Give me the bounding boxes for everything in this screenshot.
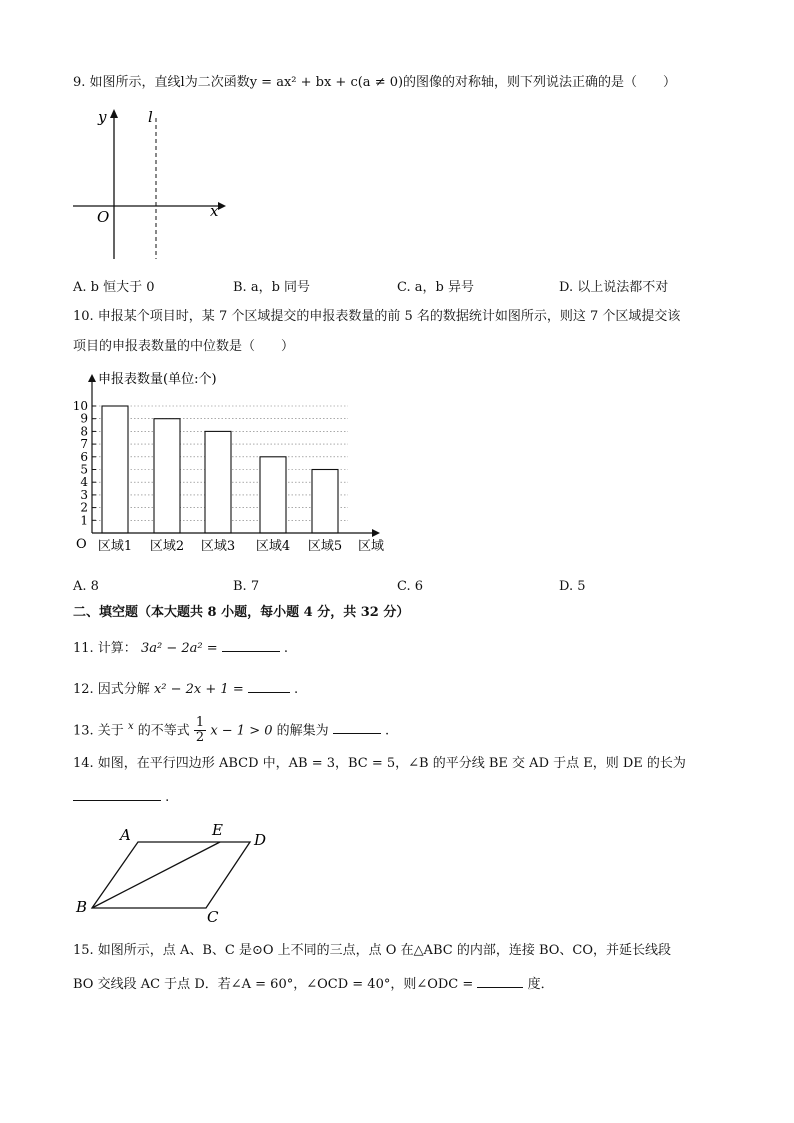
chart-xlabel: 区域 [358, 539, 385, 554]
chart-category-label: 区域2 [149, 539, 185, 554]
q9-stem: 9. 如图所示，直线l为二次函数y = ax² + bx + c(a ≠ 0)的图像的对称轴，则下列说法正确的是（ ） [73, 75, 677, 90]
q9-option-b: B. a，b 同号 [233, 280, 311, 295]
chart-ytick-label: 1 [80, 513, 88, 528]
q13-numerator: 1 [195, 715, 205, 731]
q12-expr: x² − 2x + 1 = [153, 682, 244, 697]
q12-prefix: 12. 因式分解 [73, 682, 150, 697]
q13-expr: x − 1 > 0 [210, 723, 273, 739]
x-axis-arrow [218, 202, 226, 210]
q13-answer-blank[interactable] [333, 719, 381, 734]
q14-suffix: . [165, 790, 170, 805]
chart-ytick-label: 7 [80, 437, 88, 452]
q10-option-d: D. 5 [559, 579, 586, 594]
chart-x-arrow [372, 529, 380, 537]
section-heading: 二、填空题（本大题共 8 小题，每小题 4 分，共 32 分） [73, 605, 410, 620]
l-label: l [148, 108, 153, 126]
chart-ytick-label: 4 [80, 475, 88, 490]
q14-stem: 14. 如图，在平行四边形 ABCD 中，AB = 3，BC = 5，∠B 的平分线 BE 交 AD 于点 E，则 DE 的长为 [73, 756, 686, 771]
chart-category-label: 区域3 [200, 539, 236, 554]
chart-bar [260, 457, 286, 533]
chart-ytick-label: 8 [80, 424, 88, 439]
q13-suffix: . [384, 723, 390, 739]
chart-origin-label: O [76, 537, 87, 552]
q12-suffix: . [294, 682, 299, 697]
chart-ytick-label: 10 [72, 399, 88, 413]
chart-ytick-label: 5 [80, 462, 88, 477]
q9-figure [68, 104, 228, 264]
q12 [73, 678, 298, 699]
q15-answer-blank[interactable] [477, 973, 523, 988]
q13-prefix: 13. 关于 [73, 723, 124, 739]
q11 [73, 637, 288, 658]
chart-ytick-label: 9 [80, 411, 88, 426]
q13 [73, 710, 389, 748]
q12-answer-blank[interactable] [248, 678, 290, 693]
q10-bar-chart [70, 366, 400, 566]
q14-parallelogram-figure [70, 818, 280, 928]
q10-option-b: B. 7 [233, 579, 260, 594]
q15-line2-post: 度． [527, 977, 554, 992]
q9-option-c: C. a，b 异号 [397, 280, 474, 295]
chart-y-arrow [88, 374, 96, 382]
q13-mid: 的不等式 [137, 723, 190, 739]
q15-line2 [73, 973, 554, 994]
chart-ylabel: 申报表数量(单位:个) [98, 372, 217, 387]
chart-category-label: 区域4 [255, 539, 291, 554]
chart-category-label: 区域5 [307, 539, 343, 554]
q9-option-a: A. b 恒大于 0 [73, 280, 155, 295]
chart-ytick-label: 2 [80, 500, 88, 515]
q15-line1: 15. 如图所示，点 A、B、C 是⊙O 上不同的三点，点 O 在△ABC 的内部，连接 BO、CO，并延长线段 [73, 943, 672, 958]
origin-label: O [97, 208, 110, 226]
chart-bar [312, 470, 338, 534]
label-e: E [212, 821, 223, 839]
q13-fraction [194, 716, 206, 745]
y-label: y [98, 108, 107, 126]
q14-answer-line [73, 786, 169, 807]
segment-be [92, 842, 220, 908]
q10-option-c: C. 6 [397, 579, 424, 594]
label-b: B [76, 898, 88, 916]
chart-bar [205, 431, 231, 533]
q14-answer-blank[interactable] [73, 786, 161, 801]
q11-expr: 3a² − 2a² = [140, 641, 218, 656]
q11-suffix: . [283, 641, 289, 656]
parallelogram-abcd [92, 842, 250, 908]
label-a: A [120, 826, 131, 844]
chart-ytick-label: 3 [80, 487, 88, 502]
q10-stem-line1: 10. 申报某个项目时，某 7 个区域提交的申报表数量的前 5 名的数据统计如图所示，则这 7 个区域提交该 [73, 309, 681, 324]
q11-prefix: 11. 计算： [73, 641, 137, 656]
q11-answer-blank[interactable] [222, 637, 280, 652]
q9-option-d: D. 以上说法都不对 [559, 280, 669, 295]
chart-bar [102, 406, 128, 533]
q10-option-a: A. 8 [73, 579, 99, 594]
q13-after: 的解集为 [276, 723, 329, 739]
q15-line2-pre: BO 交线段 AC 于点 D．若∠A = 60°，∠OCD = 40°，则∠ODC = [73, 977, 474, 992]
q13-denominator: 2 [195, 730, 205, 746]
q13-var: x [127, 721, 134, 732]
q10-stem-line2: 项目的申报表数量的中位数是（ ） [73, 339, 295, 354]
y-axis-arrow [110, 109, 118, 118]
chart-category-label: 区域1 [97, 539, 133, 554]
chart-ytick-label: 6 [80, 449, 88, 464]
x-label: x [210, 202, 219, 220]
chart-bar [154, 419, 180, 533]
label-c: C [207, 908, 219, 926]
label-d: D [254, 831, 267, 849]
